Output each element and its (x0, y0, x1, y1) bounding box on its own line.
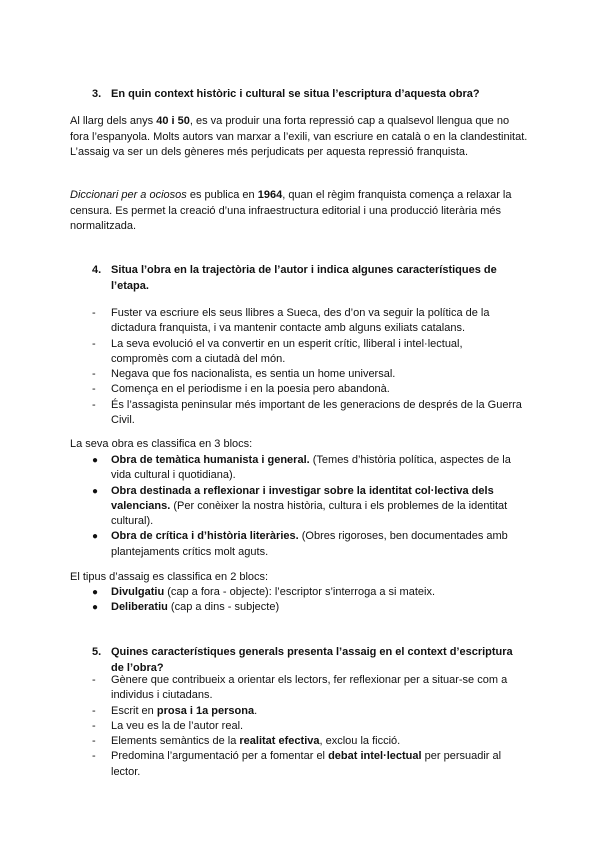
list-item (92, 453, 522, 484)
item-text: La seva evolució el va convertir en un esperit crític, lliberal i intel·lectual, compromès com a ciutadà del món. (111, 337, 463, 365)
bullet-marker: ● (92, 485, 99, 497)
bold-span: realitat efectiva (239, 735, 320, 748)
dash-marker: - (92, 719, 96, 732)
list-item (92, 585, 522, 600)
text-span: (cap a dins - subjecte) (167, 601, 280, 614)
text-span: Predomina l’argumentació per a fomentar el (111, 750, 329, 763)
question-3-heading (92, 87, 522, 103)
text-span: Al llarg dels anys (70, 115, 157, 127)
text-span: (Obres rigoroses, ben documentades amb plantejaments crítics molt aguts. (111, 530, 508, 558)
bold-span: Obra de temàtica humanista i general. (111, 454, 310, 466)
bullet-marker: ● (92, 602, 99, 614)
text-span: , quan el règim franquista comença a relaxar la censura. Es permet la creació d’una infraestructura editorial i una producció literària més normalitzada. (70, 189, 512, 232)
text-span: La veu es la de l’autor real. (111, 719, 244, 732)
dash-marker: - (92, 337, 96, 350)
list-item (92, 529, 522, 560)
dash-marker: - (92, 383, 96, 396)
bold-span: Obra destinada a reflexionar i investigar sobre la identitat col·lectiva dels valencians. (111, 484, 494, 512)
bold-span: debat intel·lectual (328, 750, 422, 763)
list-item (92, 704, 522, 719)
item-text: Fuster va escriure els seus llibres a Sueca, des d’on va seguir la política de la dictadura franquista, i va mantenir contacte amb alguns exiliats catalans. (111, 307, 490, 335)
q4-list (92, 306, 522, 428)
text-span: Elements semàntics de la (111, 735, 240, 748)
text-span: per persuadir al lector. (111, 750, 502, 778)
dash-marker: - (92, 674, 96, 686)
bullet-marker: ● (92, 587, 99, 598)
blocs-intro: La seva obra es classifica en 3 blocs: (70, 438, 253, 450)
q3-paragraph-2 (70, 188, 530, 235)
list-item (92, 600, 522, 615)
text-span: (cap a fora - objecte): l’escriptor s’interroga a si mateix. (164, 586, 435, 598)
book-title: Diccionari per a ociosos (70, 189, 187, 201)
question-5-heading (92, 645, 522, 676)
dash-marker: - (92, 735, 96, 748)
text-span: (Temes d’història política, aspectes de la vida cultural i quotidiana). (111, 454, 511, 482)
dash-marker: - (92, 750, 96, 763)
list-item (92, 306, 522, 337)
bold-span: Divulgatiu (111, 586, 165, 598)
bullet-marker: ● (92, 531, 99, 543)
tipus-intro: El tipus d’assaig es classifica en 2 blocs: (70, 571, 269, 583)
text-span: es publica en (186, 189, 258, 201)
list-item (92, 734, 522, 749)
question-number: 3. (92, 88, 102, 100)
item-text: Negava que fos nacionalista, es sentia un home universal. (111, 368, 396, 381)
q3-paragraph-1 (70, 114, 530, 161)
text-span: (Per conèixer la nostra història, cultura i els problemes de la identitat cultural). (111, 499, 508, 528)
tipus-list (92, 585, 522, 616)
dash-marker: - (92, 704, 96, 717)
question-title: Situa l’obra en la trajectòria de l’autor i indica algunes característiques de l’etapa. (111, 264, 497, 292)
list-item (92, 382, 522, 397)
list-item (92, 749, 522, 780)
list-item (92, 337, 522, 368)
bold-span: Deliberatiu (111, 601, 168, 614)
text-span: Escrit en (111, 704, 157, 717)
dash-marker: - (92, 307, 96, 319)
question-number: 4. (92, 264, 102, 276)
bold-span: 1964 (257, 189, 283, 201)
dash-marker: - (92, 398, 96, 411)
question-number: 5. (92, 646, 102, 658)
dash-marker: - (92, 368, 96, 381)
item-text: Comença en el periodisme i en la poesia pero abandonà. (111, 383, 390, 396)
blocs-list (92, 453, 522, 560)
question-title: En quin context històric i cultural se situa l’escriptura d’aquesta obra? (111, 88, 480, 100)
list-item (92, 367, 522, 382)
list-item (92, 673, 522, 704)
bold-span: Obra de crítica i d’història literàries. (111, 530, 299, 543)
bold-span: prosa i 1a persona (156, 704, 255, 717)
question-title: Quines característiques generals presenta l’assaig en el context d’escriptura de l’obra? (111, 646, 513, 674)
text-span: Gènere que contribueix a orientar els lectors, fer reflexionar per a situar-se com a individus i ciutadans. (111, 674, 508, 702)
text-span: , es va produir una forta repressió cap a qualsevol llengua que no fora l’espanyola. Molts autors van marxar a l’exili, van escriure en català o en la clandestinitat. L’assaig va ser un dels gèneres més perjudicats per aquesta repressió franquista. (70, 115, 528, 158)
bullet-marker: ● (92, 455, 99, 466)
text-span: . (254, 704, 258, 717)
q5-list (92, 673, 522, 780)
item-text: És l’assagista peninsular més important de les generacions de després de la Guerra Civil. (111, 398, 522, 427)
list-item (92, 484, 522, 530)
bold-span: 40 i 50 (156, 115, 190, 127)
text-span: , exclou la ficció. (319, 735, 401, 748)
question-4-heading (92, 263, 522, 294)
list-item (92, 398, 522, 429)
list-item (92, 719, 522, 734)
